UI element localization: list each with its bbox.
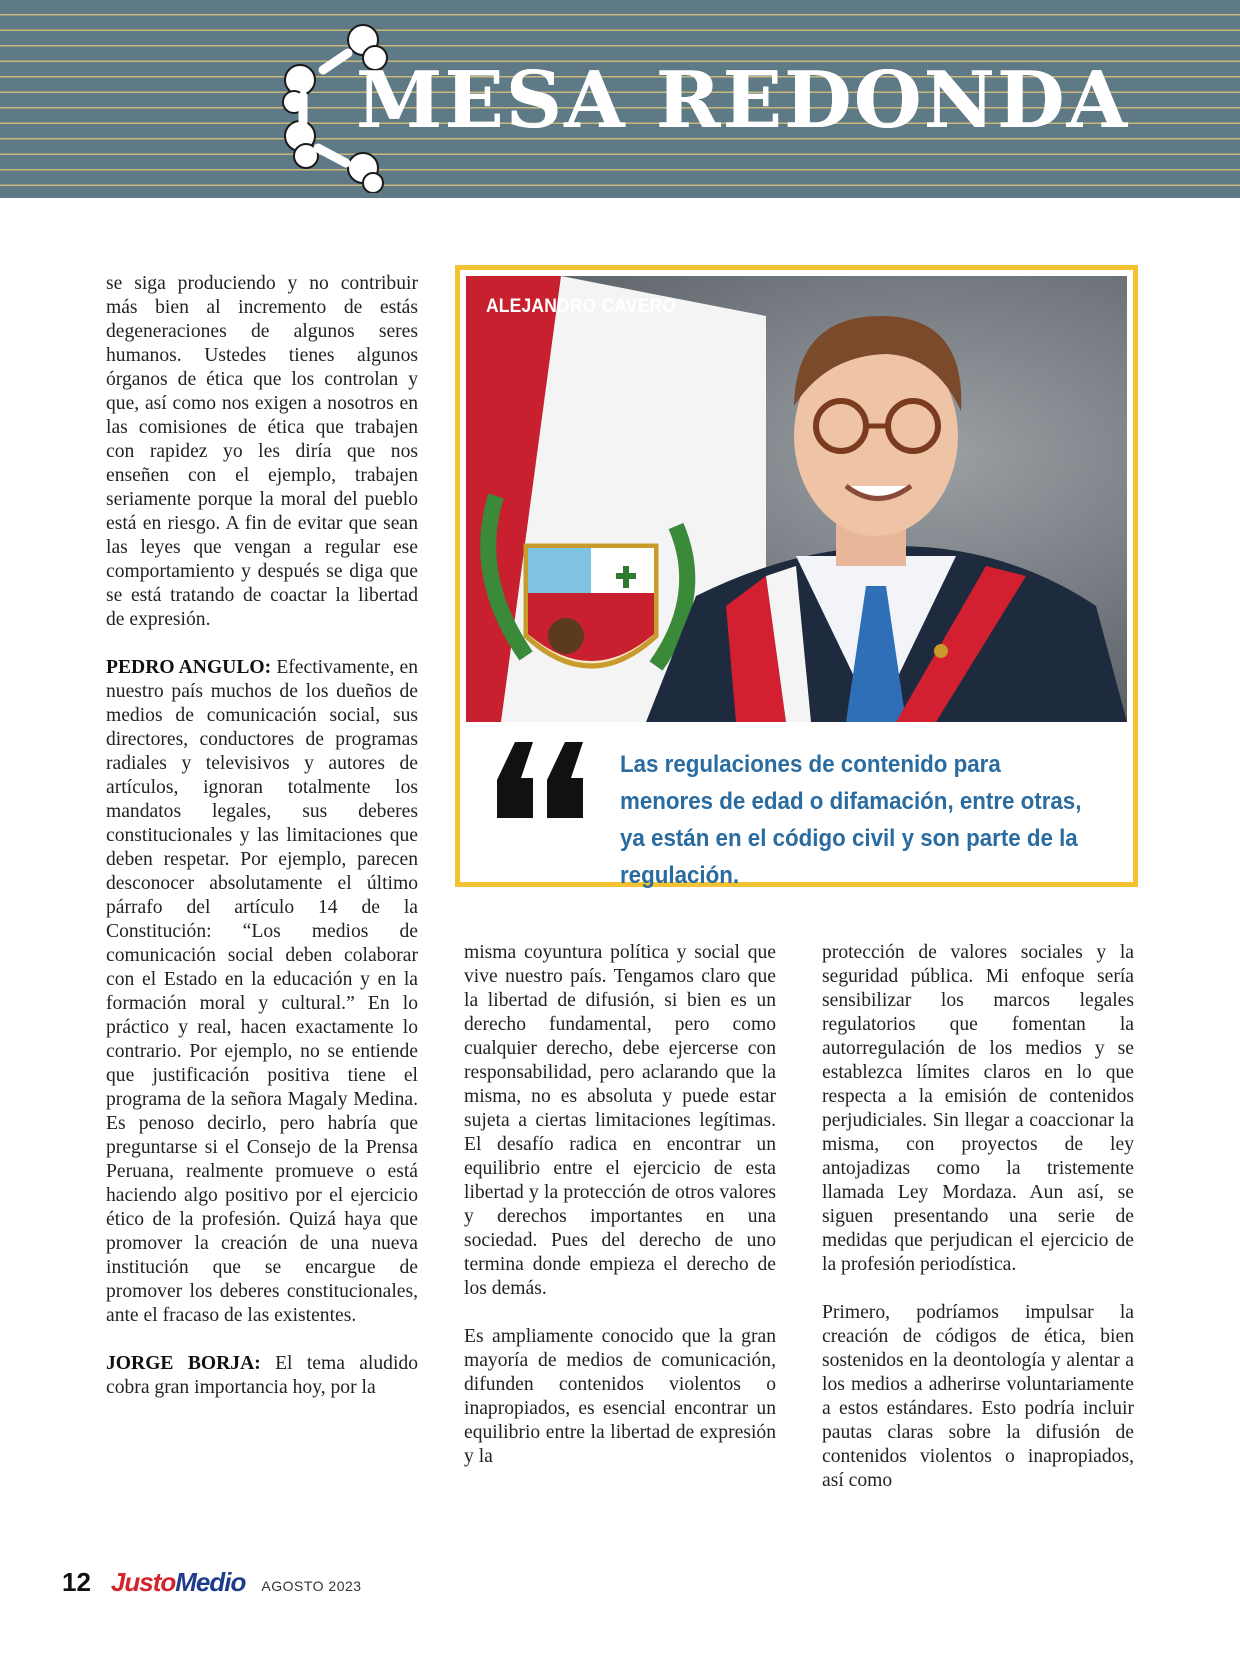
- featured-photo-box: [455, 265, 1138, 887]
- header-banner: [0, 0, 1240, 198]
- pull-quote: Las regulaciones de contenido para menores de edad o difamación, entre otras, ya están en el código civil y son parte de la regulación.: [620, 751, 1082, 889]
- article-column-right: [822, 941, 1134, 1493]
- paragraph: JORGE BORJA: El tema aludido cobra gran importancia hoy, por la: [106, 1353, 419, 1398]
- portrait-illustration: [466, 276, 1127, 722]
- page-number: 12: [62, 1567, 91, 1597]
- article-column-middle: [464, 941, 776, 1469]
- paragraph: misma coyuntura política y social que vive nuestro país. Tengamos claro que la libertad de difusión, si bien es un derecho fundamental, pero como cualquier derecho, debe ejercerse con responsabilidad, pero aclarando que la misma, no es absoluta y puede estar sujeta a ciertas limitaciones legítimas. El desafío radica en encontrar un equilibrio entre el ejercicio de esta libertad y la protección de otros valores y derechos importantes en una sociedad. Pues del derecho de uno termina donde empieza el derecho de los demás.: [464, 942, 776, 1299]
- speaker-name: JORGE BORJA:: [106, 1353, 261, 1374]
- quote-mark-icon: [495, 740, 585, 820]
- brand-logo: JustoMedio: [110, 1567, 246, 1597]
- issue-date: AGOSTO 2023: [261, 1578, 362, 1594]
- article-column-left: [106, 272, 418, 1400]
- paragraph: protección de valores sociales y la seguridad pública. Mi enfoque sería sensibilizar los marcos legales regulatorios que fomentan la autorregulación de los medios y se establezca límites claros en lo que respecta a la emisión de contenidos perjudiciales. Sin llegar a coaccionar la misma, con proyectos de ley antojadizas como la tristemente llamada Ley Mordaza. Aun así, se siguen presentando una serie de medidas que perjudican el ejercicio de la profesión periodística.: [822, 942, 1134, 1275]
- paragraph: Es ampliamente conocido que la gran mayoría de medios de comunicación, difunden contenidos violentos o inapropiados, es esencial encontrar un equilibrio entre la libertad de expresión y la: [464, 1326, 776, 1467]
- paragraph: Primero, podríamos impulsar la creación de códigos de ética, bien sostenidos en la deontología y alentar a los medios a adherirse voluntariamente a estos estándares. Esto podría incluir pautas claras sobre la difusión de contenidos violentos o inapropiados, así como: [822, 1302, 1134, 1491]
- paragraph: se siga produciendo y no contribuir más bien al incremento de estás degeneraciones de algunos seres humanos. Ustedes tienes algunos órganos de ética que los controlan y que, así como nos exigen a nosotros en las comisiones de ética que trabajen con rapidez yo les diría que nos enseñen con el ejemplo, trabajen seriamente porque la moral del pueblo está en riesgo. A fin de evitar que sean las leyes que vengan a regular ese comportamiento y después se diga que se está tratando de coactar la libertad de expresión.: [106, 273, 418, 630]
- photo-caption: ALEJANDRO CAVERO: [486, 296, 677, 317]
- page-footer: [62, 1567, 362, 1597]
- speaker-name: PEDRO ANGULO:: [106, 657, 272, 678]
- section-title: MESA REDONDA: [356, 55, 1130, 146]
- paragraph: PEDRO ANGULO: Efectivamente, en nuestro país muchos de los dueños de medios de comunicación social, sus directores, conductores de programas radiales y televisivos y autores de artículos, ignoran totalmente los mandatos legales, sus deberes constitucionales y las limitaciones que deben respetar. Por ejemplo, parecen desconocer absolutamente el último párrafo del artículo 14 de la Constitución: “Los medios de comunicación social deben colaborar con el Estado en la educación y en la formación moral y cultural.” En lo práctico y real, hacen exactamente lo contrario. Por ejemplo, no se entiende que justificación positiva tiene el programa de la señora Magaly Medina. Es penoso decirlo, pero habría que preguntarse si el Consejo de la Prensa Peruana, realmente promueve o está haciendo algo positivo por el ejercicio ético de la profesión. Quizá haya que promover la creación de una nueva institución que se encargue de promover los deberes constitucionales, ante el fracaso de las existentes.: [106, 657, 418, 1326]
- portrait-photo: [466, 276, 1127, 722]
